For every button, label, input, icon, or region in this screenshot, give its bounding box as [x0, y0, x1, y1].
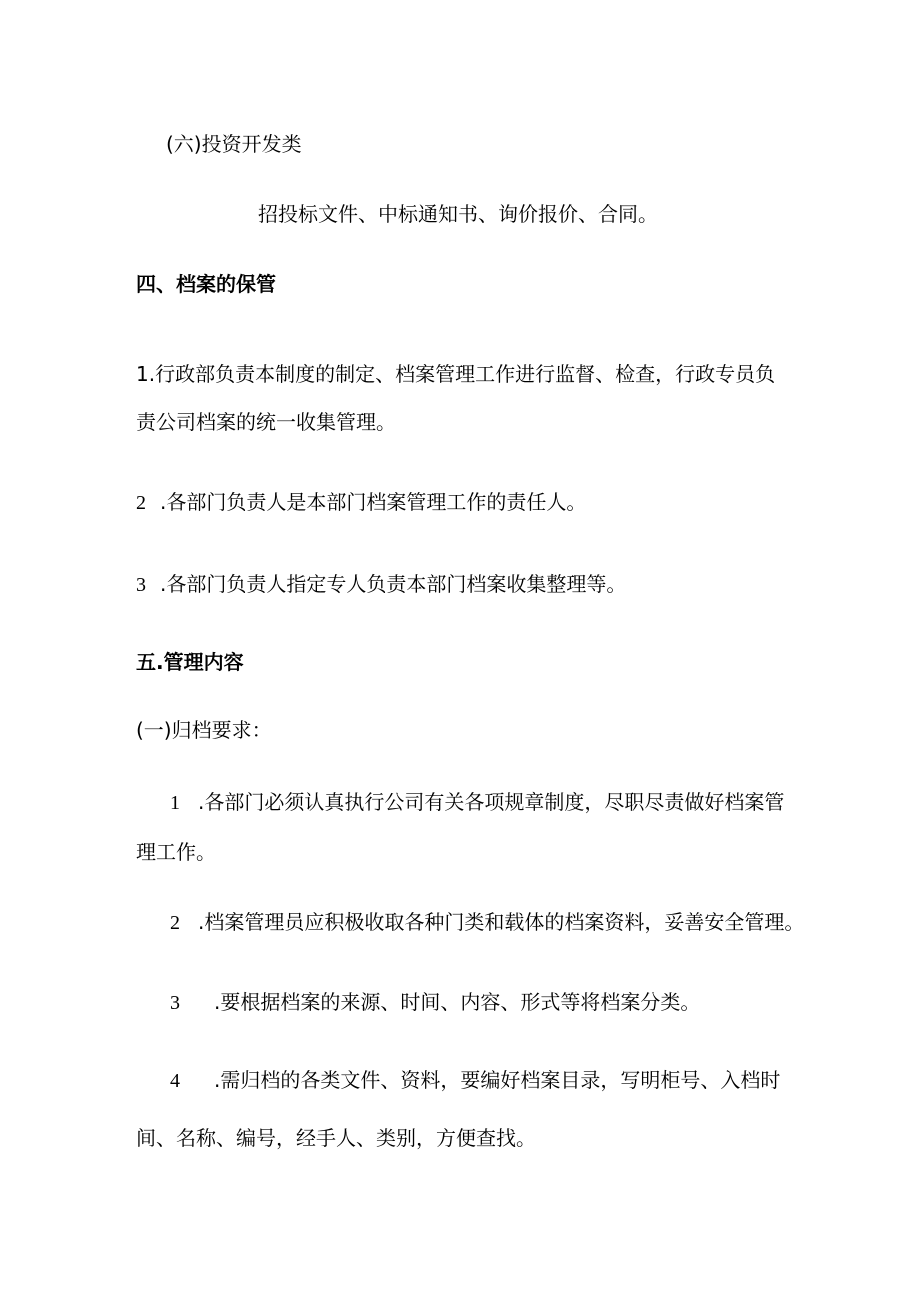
section-5-item-4-line-2: 间、名称、编号，经手人、类别，方便查找。 [136, 1126, 536, 1150]
section-6-content: 招投标文件、中标通知书、询价报价、合同。 [258, 202, 658, 226]
item-number: 2 [170, 912, 180, 934]
item-text: .档案管理员应积极收取各种门类和载体的档案资料，妥善安全管理。 [198, 910, 805, 934]
item-number: 2 [136, 492, 146, 514]
section-6-heading: (六)投资开发类 [166, 132, 302, 156]
section-5-item-4-line-1 [170, 1068, 780, 1093]
item-number: 3 [136, 574, 146, 596]
section-4-item-1-line-2: 责公司档案的统一收集管理。 [136, 410, 396, 434]
item-text: .各部门必须认真执行公司有关各项规章制度，尽职尽责做好档案管 [198, 790, 785, 814]
section-4-item-3 [136, 572, 626, 597]
section-5-sub-1-heading: (一)归档要求： [136, 718, 272, 742]
item-text: .各部门负责人指定专人负责本部门档案收集整理等。 [160, 572, 627, 596]
item-text: .各部门负责人是本部门档案管理工作的责任人。 [160, 490, 587, 514]
section-4-heading: 四、档案的保管 [136, 272, 276, 296]
item-text: .需归档的各类文件、资料，要编好档案目录，写明柜号、入档时 [214, 1068, 781, 1092]
section-5-item-1-line-2: 理工作。 [136, 840, 216, 864]
section-4-item-1-line-1: 1.行政部负责本制度的制定、档案管理工作进行监督、检查，行政专员负 [136, 362, 776, 386]
item-text: .要根据档案的来源、时间、内容、形式等将档案分类。 [214, 990, 701, 1014]
item-number: 3 [170, 992, 180, 1014]
section-5-item-3 [170, 990, 700, 1015]
section-5-heading: 五.管理内容 [136, 650, 244, 674]
item-number: 1 [170, 792, 180, 814]
section-5-item-2 [170, 910, 804, 935]
section-5-item-1-line-1 [170, 790, 784, 815]
section-4-item-2 [136, 490, 586, 515]
item-number: 4 [170, 1070, 180, 1092]
